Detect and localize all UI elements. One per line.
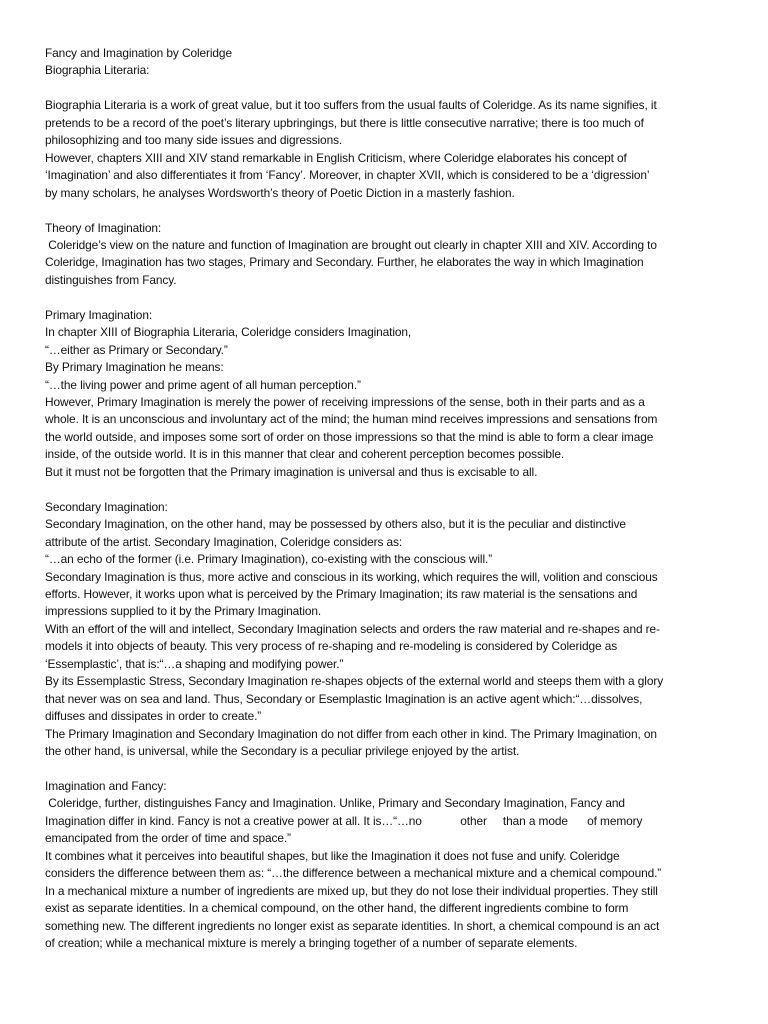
text-line: emancipated from the order of time and space.” xyxy=(45,831,291,846)
text-line: Secondary Imagination is thus, more active and conscious in its working, which requires the will, volition and conscious xyxy=(45,569,658,584)
text-line: “…an echo of the former (i.e. Primary Imagination), co-existing with the conscious will.” xyxy=(45,552,493,567)
text-line: But it must not be forgotten that the Primary imagination is universal and thus is excisable to all. xyxy=(45,464,538,479)
text-line: the other hand, is universal, while the Secondary is a peculiar privilege enjoyed by the artist. xyxy=(45,744,520,759)
text-line: distinguishes from Fancy. xyxy=(45,272,177,287)
text-line: Biographia Literaria: xyxy=(45,63,150,78)
text-line: that never was on sea and land. Thus, Secondary or Esemplastic Imagination is an active agent which:“…dissolves, xyxy=(45,691,643,706)
text-line: Coleridge, Imagination has two stages, Primary and Secondary. Further, he elaborates the way in which Imagination xyxy=(45,255,644,270)
text-line: Biographia Literaria is a work of great value, but it too suffers from the usual faults of Coleridge. As its name signifies, it xyxy=(45,98,657,113)
text-line: of creation; while a mechanical mixture is merely a bringing together of a number of separate elements. xyxy=(45,936,578,951)
text-line: Secondary Imagination: xyxy=(45,499,168,514)
blank-line xyxy=(45,80,725,97)
text-line: However, Primary Imagination is merely the power of receiving impressions of the sense, both in their parts and as a xyxy=(45,395,645,410)
text-line: Fancy and Imagination by Coleridge xyxy=(45,46,232,60)
text-line: However, chapters XIII and XIV stand remarkable in English Criticism, where Coleridge elaborates his concept of xyxy=(45,150,627,165)
text-line: “…either as Primary or Secondary.” xyxy=(45,342,228,357)
blank-line xyxy=(45,289,725,306)
text-line: Primary Imagination: xyxy=(45,307,153,322)
text-line: Secondary Imagination, on the other hand, may be possessed by others also, but it is the peculiar and distinctive xyxy=(45,517,626,532)
text-line: In a mechanical mixture a number of ingredients are mixed up, but they do not lose their individual properties. They still xyxy=(45,883,658,898)
text-line: pretends to be a record of the poet’s literary upbringings, but there is little consecutive narrative; there is too much of xyxy=(45,115,644,130)
text-line: In chapter XIII of Biographia Literaria, Coleridge considers Imagination, xyxy=(45,325,412,340)
text-line: efforts. However, it works upon what is perceived by the Primary Imagination; its raw material is the sensations and xyxy=(45,586,638,601)
text-line: models it into objects of beauty. This very process of re-shaping and re-modeling is considered by Coleridge as xyxy=(45,639,618,654)
blank-line xyxy=(45,481,725,498)
text-line: Coleridge’s view on the nature and function of Imagination are brought out clearly in chapter XIII and XIV. According to xyxy=(45,237,657,252)
text-line: exist as separate identities. In a chemical compound, on the other hand, the different ingredients combine to form xyxy=(45,901,629,916)
document-body xyxy=(45,45,725,952)
blank-line xyxy=(45,761,725,778)
text-line: Imagination differ in kind. Fancy is not a creative power at all. It is…“…no other than a mode of memory xyxy=(45,813,643,828)
text-line: whole. It is an unconscious and involuntary act of the mind; the human mind receives impressions and sensations from xyxy=(45,412,658,427)
text-line: ‘Imagination’ and also differentiates it from ‘Fancy’. Moreover, in chapter XVII, which is considered to be a ‘digression’ xyxy=(45,168,650,183)
text-line: ‘Essemplastic’, that is:“…a shaping and modifying power.” xyxy=(45,656,344,671)
text-line: the world outside, and imposes some sort of order on those impressions so that the mind is able to form a clear image xyxy=(45,429,654,444)
text-line: by many scholars, he analyses Wordsworth’s theory of Poetic Diction in a masterly fashion. xyxy=(45,185,515,200)
text-line: inside, of the outside world. It is in this manner that clear and coherent perception becomes possible. xyxy=(45,447,565,462)
text-line: Imagination and Fancy: xyxy=(45,778,167,793)
text-line: diffuses and dissipates in order to create.” xyxy=(45,709,262,724)
text-line: By its Essemplastic Stress, Secondary Imagination re-shapes objects of the external world and steeps them with a glory xyxy=(45,674,664,689)
text-line: With an effort of the will and intellect, Secondary Imagination selects and orders the raw material and re-shapes and re- xyxy=(45,621,660,636)
text-line: “…the living power and prime agent of all human perception.” xyxy=(45,377,361,392)
text-line: attribute of the artist. Secondary Imagination, Coleridge considers as: xyxy=(45,534,403,549)
text-line: By Primary Imagination he means: xyxy=(45,360,224,375)
text-line: considers the difference between them as: “…the difference between a mechanical mixture and a chemical compound.” xyxy=(45,866,662,881)
text-line: It combines what it perceives into beautiful shapes, but like the Imagination it does not fuse and unify. Coleridge xyxy=(45,848,620,863)
text-line: Coleridge, further, distinguishes Fancy and Imagination. Unlike, Primary and Secondary Imagination, Fancy and xyxy=(45,796,625,811)
text-line: something new. The different ingredients no longer exist as separate identities. In short, a chemical compound is an act xyxy=(45,918,660,933)
text-line: The Primary Imagination and Secondary Imagination do not differ from each other in kind. The Primary Imagination, on xyxy=(45,726,657,741)
text-line: Theory of Imagination: xyxy=(45,220,162,235)
text-line: impressions supplied to it by the Primary Imagination. xyxy=(45,604,322,619)
blank-line xyxy=(45,202,725,219)
text-line: philosophizing and too many side issues and digressions. xyxy=(45,133,343,148)
